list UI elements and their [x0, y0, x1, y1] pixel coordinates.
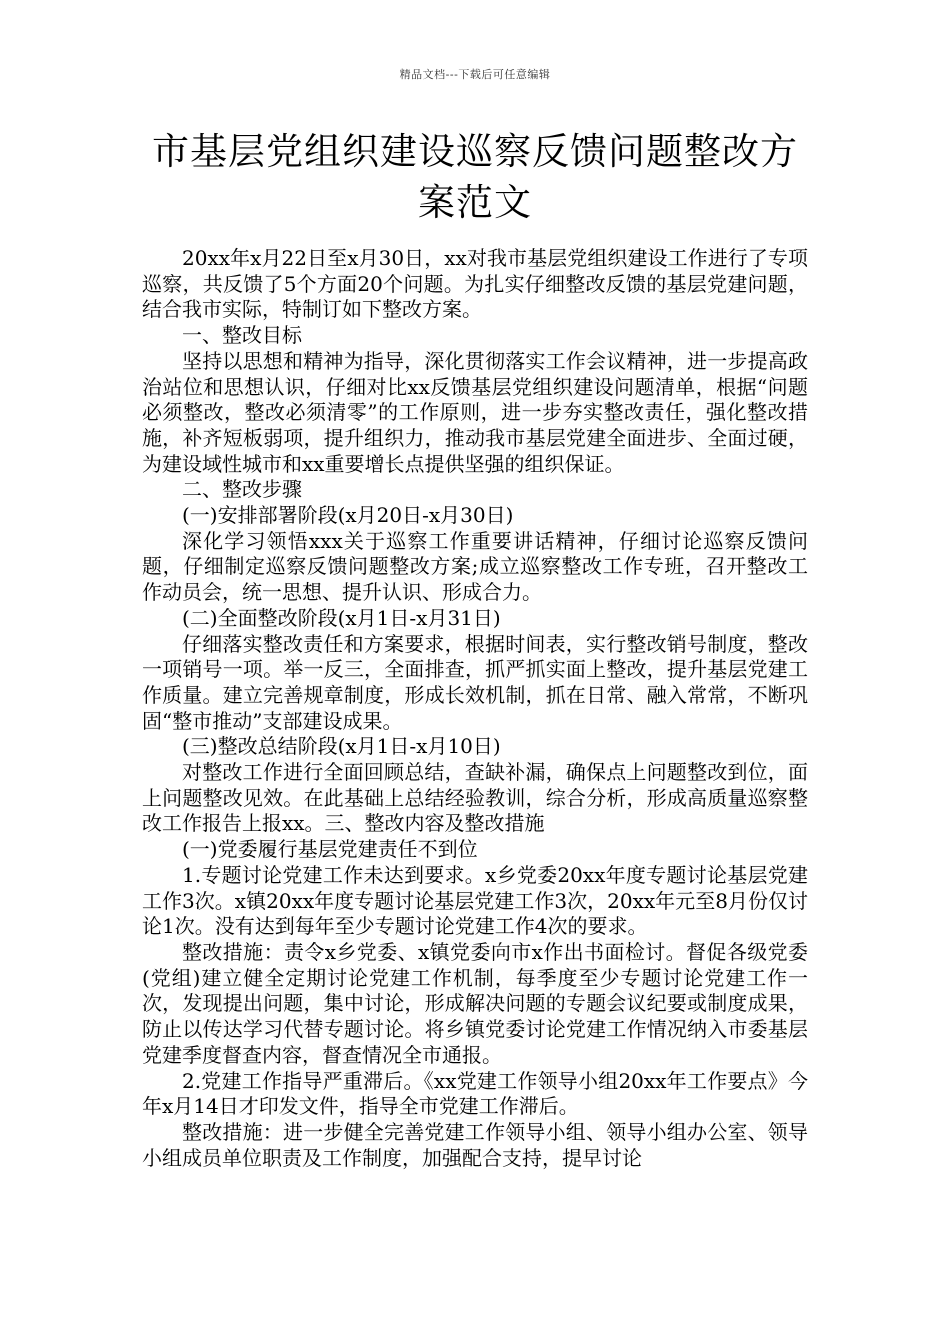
body-paragraph: 深化学习领悟xxx关于巡察工作重要讲话精神，仔细讨论巡察反馈问题，仔细制定巡察反馈问题整改方案;成立巡察整改工作专班，召开整改工作动员会，统一思想、提升认识、形成合力。	[142, 528, 808, 605]
body-paragraph: 对整改工作进行全面回顾总结，查缺补漏，确保点上问题整改到位，面上问题整改见效。在此基础上总结经验教训，综合分析，形成高质量巡察整改工作报告上报xx。三、整改内容及整改措施	[142, 760, 808, 836]
document-title: 市基层党组织建设巡察反馈问题整改方案范文	[152, 130, 798, 224]
body-paragraph: 2.党建工作指导严重滞后。《xx党建工作领导小组20xx年工作要点》今年x月14日才印发文件，指导全市党建工作滞后。	[142, 1068, 808, 1119]
document-body	[142, 246, 808, 1171]
body-paragraph: 整改措施：进一步健全完善党建工作领导小组、领导小组办公室、领导小组成员单位职责及工作制度，加强配合支持，提早讨论	[142, 1119, 808, 1170]
body-paragraph: 1.专题讨论党建工作未达到要求。x乡党委20xx年度专题讨论基层党建工作3次。x镇20xx年度专题讨论基层党建工作3次，20xx年元至8月份仅讨论1次。没有达到每年至少专题讨论党建工作4次的要求。	[142, 862, 808, 939]
subsection-heading: (二)全面整改阶段(x月1日-x月31日)	[182, 605, 501, 630]
subsection-heading: (三)整改总结阶段(x月1日-x月10日)	[182, 734, 501, 759]
subsection-heading: (一)党委履行基层党建责任不到位	[182, 837, 478, 862]
section-heading: 二、整改步骤	[182, 477, 302, 502]
body-paragraph: 整改措施：责令x乡党委、x镇党委向市x作出书面检讨。督促各级党委(党组)建立健全定期讨论党建工作机制，每季度至少专题讨论党建工作一次，发现提出问题，集中讨论，形成解决问题的专题会议纪要或制度成果，防止以传达学习代替专题讨论。将乡镇党委讨论党建工作情况纳入市委基层党建季度督查内容，督查情况全市通报。	[142, 939, 808, 1067]
page-header-note: 精品文档---下载后可任意编辑	[399, 68, 551, 81]
section-heading: 一、整改目标	[182, 323, 302, 348]
body-paragraph: 20xx年x月22日至x月30日，xx对我市基层党组织建设工作进行了专项巡察，共反馈了5个方面20个问题。为扎实仔细整改反馈的基层党建问题，结合我市实际，特制订如下整改方案。	[142, 246, 808, 322]
subsection-heading: (一)安排部署阶段(x月20日-x月30日)	[182, 503, 514, 528]
body-paragraph: 仔细落实整改责任和方案要求，根据时间表，实行整改销号制度，整改一项销号一项。举一反三，全面排查，抓严抓实面上整改，提升基层党建工作质量。建立完善规章制度，形成长效机制，抓在日常、融入常常，不断巩固“整市推动”支部建设成果。	[142, 631, 808, 733]
body-paragraph: 坚持以思想和精神为指导，深化贯彻落实工作会议精神，进一步提高政治站位和思想认识，仔细对比xx反馈基层党组织建设问题清单，根据“问题必须整改，整改必须清零”的工作原则，进一步夯实整改责任，强化整改措施，补齐短板弱项，提升组织力，推动我市基层党建全面进步、全面过硬，为建设域性城市和xx重要增长点提供坚强的组织保证。	[142, 348, 808, 476]
